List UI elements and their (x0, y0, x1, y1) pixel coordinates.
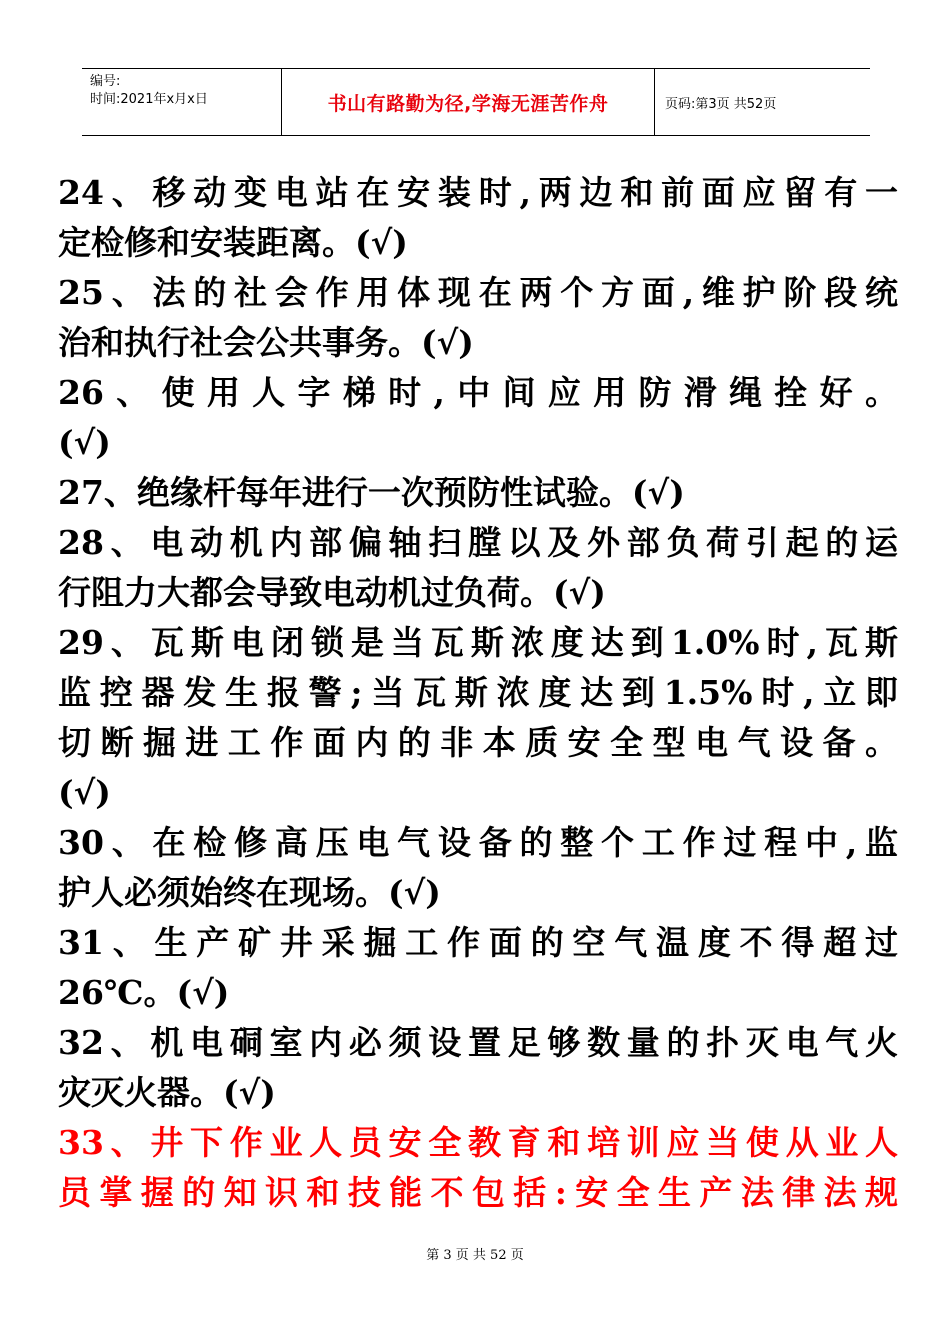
document-date: 时间:2021年x月x日 (90, 92, 208, 107)
highlighted-text-line: 33、井下作业人员安全教育和培训应当使从业人 (58, 1123, 898, 1162)
page-header (82, 68, 870, 136)
text-line: 护人必须始终在现场。(√) (58, 873, 441, 912)
header-page-code: 页码:第3页 共52页 (665, 96, 777, 112)
text-line: 切断掘进工作面内的非本质安全型电气设备。 (58, 723, 898, 762)
text-line: 27、绝缘杆每年进行一次预防性试验。(√) (58, 473, 685, 512)
text-line: (√) (58, 423, 111, 462)
highlighted-text-line: 员掌握的知识和技能不包括:安全生产法律法规 (58, 1173, 898, 1212)
document-body (58, 168, 898, 1218)
text-line: 治和执行社会公共事务。(√) (58, 323, 474, 362)
text-line: 32、机电硐室内必须设置足够数量的扑灭电气火 (58, 1023, 898, 1062)
header-meta (82, 69, 282, 135)
text-line: 28、电动机内部偏轴扫膛以及外部负荷引起的运 (58, 523, 898, 562)
text-line: 26、使用人字梯时,中间应用防滑绳拴好。 (58, 373, 898, 412)
text-line: 30、在检修高压电气设备的整个工作过程中,监 (58, 823, 898, 862)
header-motto: 书山有路勤为径,学海无涯苦作舟 (282, 69, 655, 135)
text-line: 监控器发生报警;当瓦斯浓度达到1.5%时,立即 (58, 673, 898, 712)
text-line: 31、生产矿井采掘工作面的空气温度不得超过 (58, 923, 898, 962)
text-line: 灾灭火器。(√) (58, 1073, 276, 1112)
document-number-label: 编号: (90, 74, 121, 89)
text-line: 定检修和安装距离。(√) (58, 223, 408, 262)
text-line: 25、法的社会作用体现在两个方面,维护阶段统 (58, 273, 898, 312)
text-line: 29、瓦斯电闭锁是当瓦斯浓度达到1.0%时,瓦斯 (58, 623, 898, 662)
text-line: 26℃。(√) (58, 973, 230, 1012)
text-line: 行阻力大都会导致电动机过负荷。(√) (58, 573, 606, 612)
text-line: 24、移动变电站在安装时,两边和前面应留有一 (58, 173, 898, 212)
text-line: (√) (58, 773, 111, 812)
page-footer: 第 3 页 共 52 页 (426, 1248, 524, 1263)
